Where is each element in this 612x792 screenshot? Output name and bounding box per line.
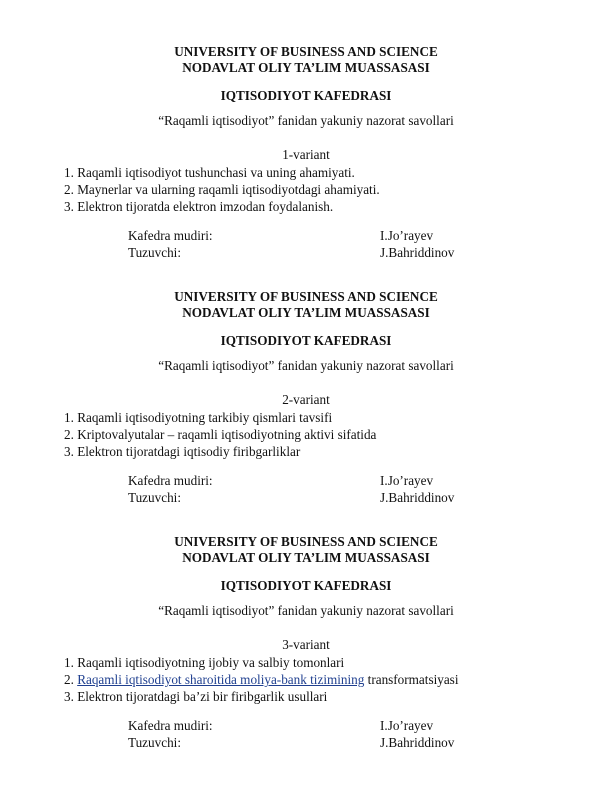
- university-name: UNIVERSITY OF BUSINESS AND SCIENCE: [174, 289, 438, 304]
- department-name: IQTISODIYOT KAFEDRASI: [220, 333, 392, 348]
- question-number: 2.: [64, 672, 78, 687]
- variant-label: 2-variant: [282, 392, 330, 407]
- question-item-with-link: [64, 671, 458, 688]
- head-name: I.Jo’rayev: [380, 473, 434, 488]
- question-list: [64, 409, 376, 460]
- head-name: I.Jo’rayev: [380, 228, 434, 243]
- compiler-name: J.Bahriddinov: [380, 490, 455, 505]
- head-label: Kafedra mudiri:: [128, 473, 213, 488]
- compiler-label: Tuzuvchi:: [128, 245, 182, 260]
- question-item: 3. Elektron tijoratdagi ba’zi bir firibgarlik usullari: [64, 689, 328, 704]
- subject-title: “Raqamli iqtisodiyot” fanidan yakuniy nazorat savollari: [158, 113, 454, 128]
- question-suffix: transformatsiyasi: [364, 672, 459, 687]
- department-name: IQTISODIYOT KAFEDRASI: [220, 88, 392, 103]
- variant-label: 1-variant: [282, 147, 330, 162]
- university-name: UNIVERSITY OF BUSINESS AND SCIENCE: [174, 44, 438, 59]
- question-item: 1. Raqamli iqtisodiyot tushunchasi va uning ahamiyati.: [64, 165, 355, 180]
- institution-type: NODAVLAT OLIY TA’LIM MUASSASASI: [182, 550, 430, 565]
- question-item: 1. Raqamli iqtisodiyotning ijobiy va salbiy tomonlari: [64, 655, 345, 670]
- department-name: IQTISODIYOT KAFEDRASI: [220, 578, 392, 593]
- question-item: 3. Elektron tijoratda elektron imzodan foydalanish.: [64, 199, 334, 214]
- subject-title: “Raqamli iqtisodiyot” fanidan yakuniy nazorat savollari: [158, 358, 454, 373]
- question-item: 2. Kriptovalyutalar – raqamli iqtisodiyotning aktivi sifatida: [64, 427, 377, 442]
- question-item: 3. Elektron tijoratdagi iqtisodiy firibgarliklar: [64, 444, 301, 459]
- head-label: Kafedra mudiri:: [128, 718, 213, 733]
- question-list: [64, 654, 458, 705]
- head-label: Kafedra mudiri:: [128, 228, 213, 243]
- question-item: 1. Raqamli iqtisodiyotning tarkibiy qismlari tavsifi: [64, 410, 333, 425]
- compiler-name: J.Bahriddinov: [380, 245, 455, 260]
- institution-type: NODAVLAT OLIY TA’LIM MUASSASASI: [182, 60, 430, 75]
- institution-type: NODAVLAT OLIY TA’LIM MUASSASASI: [182, 305, 430, 320]
- question-item: 2. Maynerlar va ularning raqamli iqtisodiyotdagi ahamiyati.: [64, 182, 380, 197]
- compiler-name: J.Bahriddinov: [380, 735, 455, 750]
- variant-label: 3-variant: [282, 637, 330, 652]
- head-name: I.Jo’rayev: [380, 718, 434, 733]
- subject-title: “Raqamli iqtisodiyot” fanidan yakuniy nazorat savollari: [158, 603, 454, 618]
- university-name: UNIVERSITY OF BUSINESS AND SCIENCE: [174, 534, 438, 549]
- compiler-label: Tuzuvchi:: [128, 735, 182, 750]
- question-link[interactable]: Raqamli iqtisodiyot sharoitida moliya-bank tizimining: [77, 672, 365, 687]
- compiler-label: Tuzuvchi:: [128, 490, 182, 505]
- question-list: [64, 164, 380, 215]
